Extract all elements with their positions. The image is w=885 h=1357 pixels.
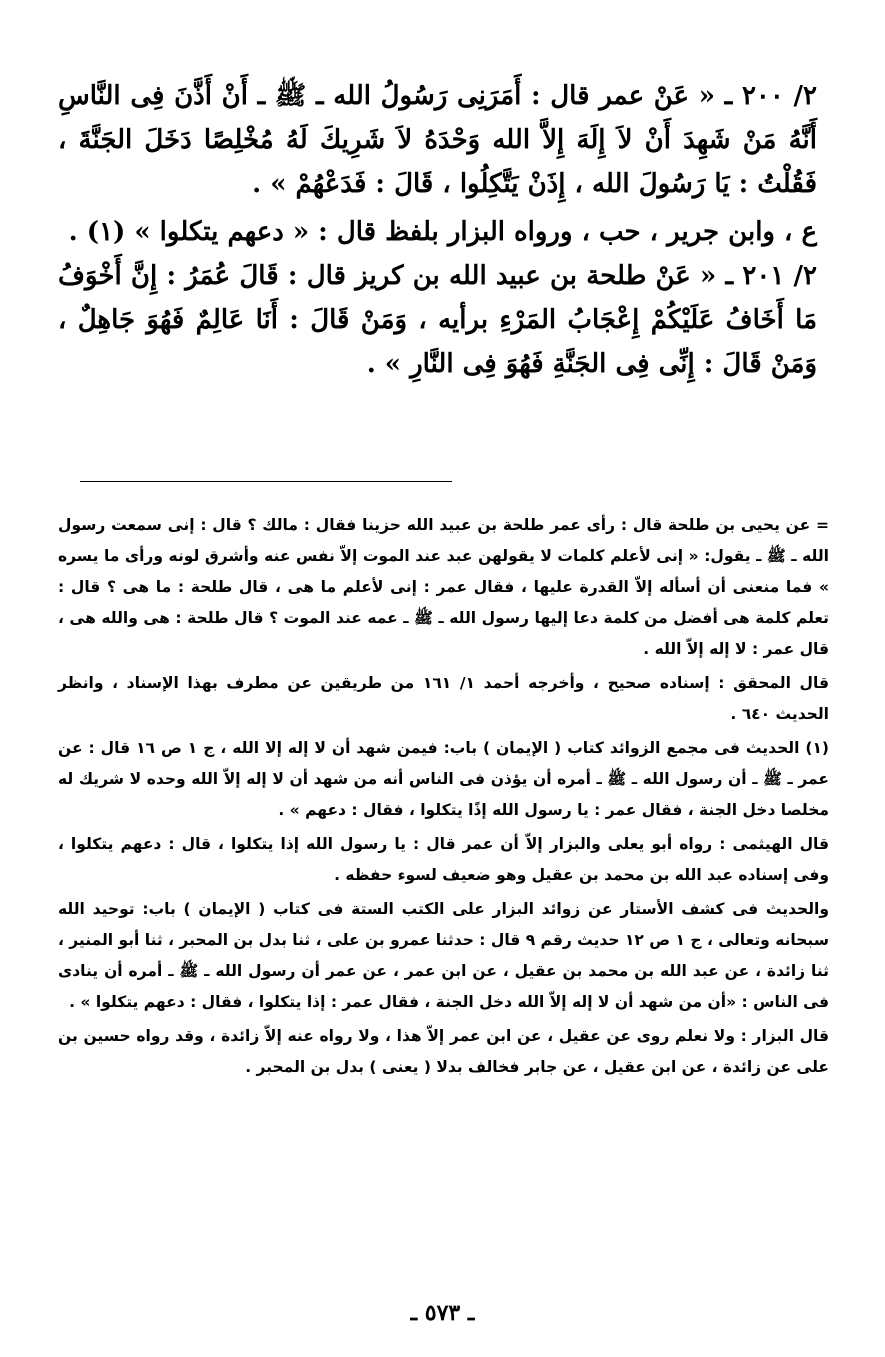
main-text [58, 74, 817, 386]
footnotes [58, 510, 829, 1086]
footnote-divider [80, 481, 452, 482]
page-number: ـ ٥٧٣ ـ [410, 1300, 475, 1326]
hadith-200-source: ع ، وابن جرير ، حب ، ورواه البزار بلفظ قال : « دعهم يتكلوا » (١) . [68, 217, 817, 247]
hadith-201: ٢/ ٢٠١ ـ « عَنْ طلحة بن عبيد الله بن كريز قال : قَالَ عُمَرُ : إِنَّ أَخْوَفُ مَا أَخَافُ عَلَيْكُمْ إِعْجَابُ المَرْءِ برأيه ، وَمَنْ قَالَ : أَنَا عَالِمٌ فَهُوَ جَاهِلٌ ، وَمَنْ قَالَ : إِنِّى فِى الجَنَّةِ فَهُوَ فِى النَّارِ » . [58, 261, 817, 379]
hadith-200: ٢/ ٢٠٠ ـ « عَنْ عمر قال : أَمَرَنِى رَسُولُ الله ـ ﷺ ـ أَنْ أَذَّنَ فِى النَّاسِ أَنَّهُ مَنْ شَهِدَ أَنْ لاَ إِلَهَ إِلاَّ الله وَحْدَهُ لاَ شَرِيكَ لَهُ مُخْلِصًا دَخَلَ الجَنَّةَ ، فَقُلْتُ : يَا رَسُولَ الله ، إِذَنْ يَتَّكِلُوا ، قَالَ : فَدَعْهُمْ » . [58, 81, 817, 199]
footnote-continuation: = عن يحيى بن طلحة قال : رأى عمر طلحة بن عبيد الله حزينا فقال : مالك ؟ قال : إنى سمعت رسول الله ـ ﷺ ـ يقول: « إنى لأعلم كلمات لا يقولهن عبد عند الموت إلاّ نفس عنه وأشرق لونه ورأى ما يسره » فما منعنى أن أسأله إلاّ القدرة عليها ، فقال عمر : إنى لأعلم ما هى ، قال طلحة : ما هى ؟ قال : تعلم كلمة هى أفضل من كلمة دعا إليها رسول الله ـ ﷺ ـ عمه عند الموت ؟ قال طلحة : هى والله هى ، قال عمر : لا إله إلاّ الله . [58, 516, 829, 658]
footnote-editor-note: قال المحقق : إسناده صحيح ، وأخرجه أحمد ١/ ١٦١ من طريقين عن مطرف بهذا الإسناد ، وانظر الحديث ٦٤٠ . [58, 674, 829, 723]
footnote-1-bazzar: قال البزار : ولا نعلم روى عن عقيل ، عن ابن عمر إلاّ هذا ، ولا رواه عنه إلاّ زائدة ، وقد رواه حسين بن على عن زائدة ، عن ابن عقيل ، عن جابر فخالف بدلا ( يعنى ) بدل بن المحبر . [58, 1027, 829, 1076]
footnote-1: (١) الحديث فى مجمع الزوائد كتاب ( الإيمان ) باب: فيمن شهد أن لا إله إلا الله ، ج ١ ص ١٦ قال : عن عمر ـ ﷺ ـ أن رسول الله ـ ﷺ ـ أمره أن يؤذن فى الناس أنه من شهد أن لا إله إلاّ الله وحده لا شريك له مخلصا دخل الجنة ، فقال عمر : يا رسول الله إذًا يتكلوا ، فقال : دعهم » . [58, 739, 829, 819]
footnote-1-haythami: قال الهيثمى : رواه أبو يعلى والبزار إلاّ أن عمر قال : يا رسول الله إذا يتكلوا ، قال : دعهم يتكلوا ، وفى إسناده عبد الله بن محمد بن عقيل وهو ضعيف لسوء حفظه . [58, 835, 829, 884]
footnote-1-kashf: والحديث فى كشف الأستار عن زوائد البزار على الكتب الستة فى كتاب ( الإيمان ) باب: توحيد الله سبحانه وتعالى ، ج ١ ص ١٢ حديث رقم ٩ قال : حدثنا عمرو بن على ، ثنا بدل بن المحبر ، ثنا أبو المنير ، ثنا زائدة ، عن عبد الله بن محمد بن عقيل ، عن ابن عمر ، عن عمر أن رسول الله ـ ﷺ ـ أمره أن ينادى فى الناس : «أن من شهد أن لا إله إلاّ الله دخل الجنة ، فقال عمر : إذا يتكلوا ، فقال : دعهم يتكلوا » . [58, 900, 829, 1011]
